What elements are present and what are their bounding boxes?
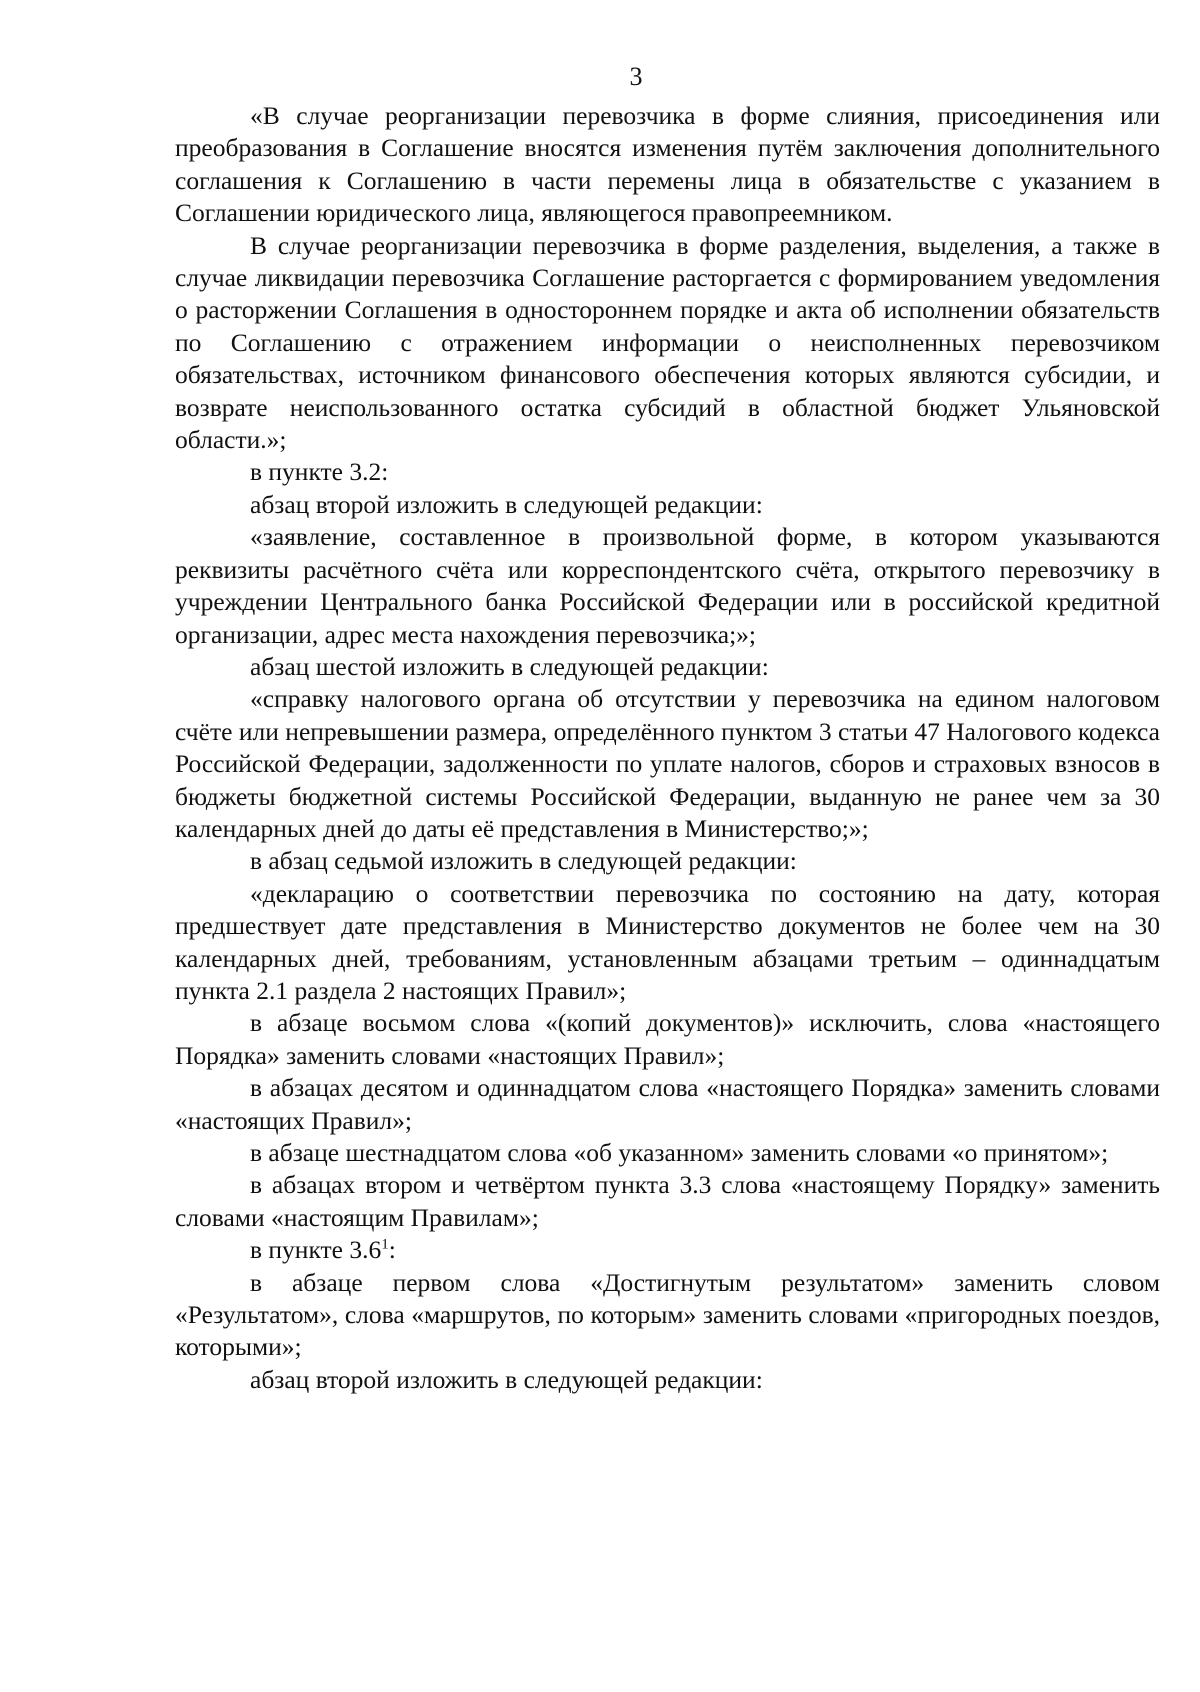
paragraph: «декларацию о соответствии перевозчика по состоянию на дату, которая предшествует дате представления в Министерство документов не более чем на 30 календарных дней, требованиям, установленным абзацами третьим – одиннадцатым пункта 2.1 раздела 2 настоящих Правил»; <box>175 878 1160 1005</box>
paragraph: в абзацах десятом и одиннадцатом слова «настоящего Порядка» заменить словами «настоящих Правил»; <box>175 1073 1160 1135</box>
paragraph-text: в пункте 3.6 <box>250 1235 382 1265</box>
paragraph: «справку налогового органа об отсутствии у перевозчика на едином налоговом счёте или непревышении размера, определённого пунктом 3 статьи 47 Налогового кодекса Российской Федерации, задолженности по уплате налогов, сборов и страховых взносов в бюджеты бюджетной системы Российской Федерации, выданную не ранее чем за 30 календарных дней до даты её представления в Министерство;»; <box>175 684 1160 843</box>
paragraph: в абзаце первом слова «Достигнутым результатом» заменить словом «Результатом», слова «маршрутов, по которым» заменить словами «пригородных поездов, которыми»; <box>175 1267 1160 1362</box>
paragraph: в пункте 3.2: <box>250 457 389 487</box>
paragraph: в абзаце восьмом слова «(копий документов)» исключить, слова «настоящего Порядка» заменить словами «настоящих Правил»; <box>175 1008 1160 1070</box>
paragraph: абзац шестой изложить в следующей редакции: <box>250 651 769 681</box>
paragraph-suffix: : <box>388 1235 396 1265</box>
paragraph: в абзацах втором и четвёртом пункта 3.3 слова «настоящему Порядку» заменить словами «настоящим Правилам»; <box>175 1170 1160 1232</box>
paragraph-point-3-6 <box>175 1234 1160 1266</box>
paragraph: «В случае реорганизации перевозчика в форме слияния, присоединения или преобразования в Соглашение вносятся изменения путём заключения дополнительного соглашения к Соглашению в части перемены лица в обязательстве с указанием в Соглашении юридического лица, являющегося правопреемником. <box>175 101 1160 228</box>
paragraph: абзац второй изложить в следующей редакции: <box>250 1364 763 1394</box>
paragraph: абзац второй изложить в следующей редакции: <box>250 489 763 519</box>
page-number: 3 <box>629 62 643 91</box>
superscript: 1 <box>381 1236 389 1253</box>
paragraph: «заявление, составленное в произвольной форме, в котором указываются реквизиты расчётного счёта или корреспондентского счёта, открытого перевозчику в учреждении Центрального банка Российской Федерации или в российской кредитной организации, адрес места нахождения перевозчика;»; <box>175 522 1160 649</box>
paragraph: в абзаце шестнадцатом слова «об указанном» заменить словами «о принятом»; <box>250 1138 1109 1167</box>
document-body <box>175 100 1160 1396</box>
paragraph: в абзац седьмой изложить в следующей редакции: <box>250 846 797 876</box>
paragraph: В случае реорганизации перевозчика в форме разделения, выделения, а также в случае ликвидации перевозчика Соглашение расторгается с формированием уведомления о расторжении Соглашения в одностороннем порядке и акта об исполнении обязательств по Соглашению с отражением информации о неисполненных перевозчиком обязательствах, источником финансового обеспечения которых являются субсидии, и возврате неиспользованного остатка субсидий в областной бюджет Ульяновской области.»; <box>175 230 1160 455</box>
